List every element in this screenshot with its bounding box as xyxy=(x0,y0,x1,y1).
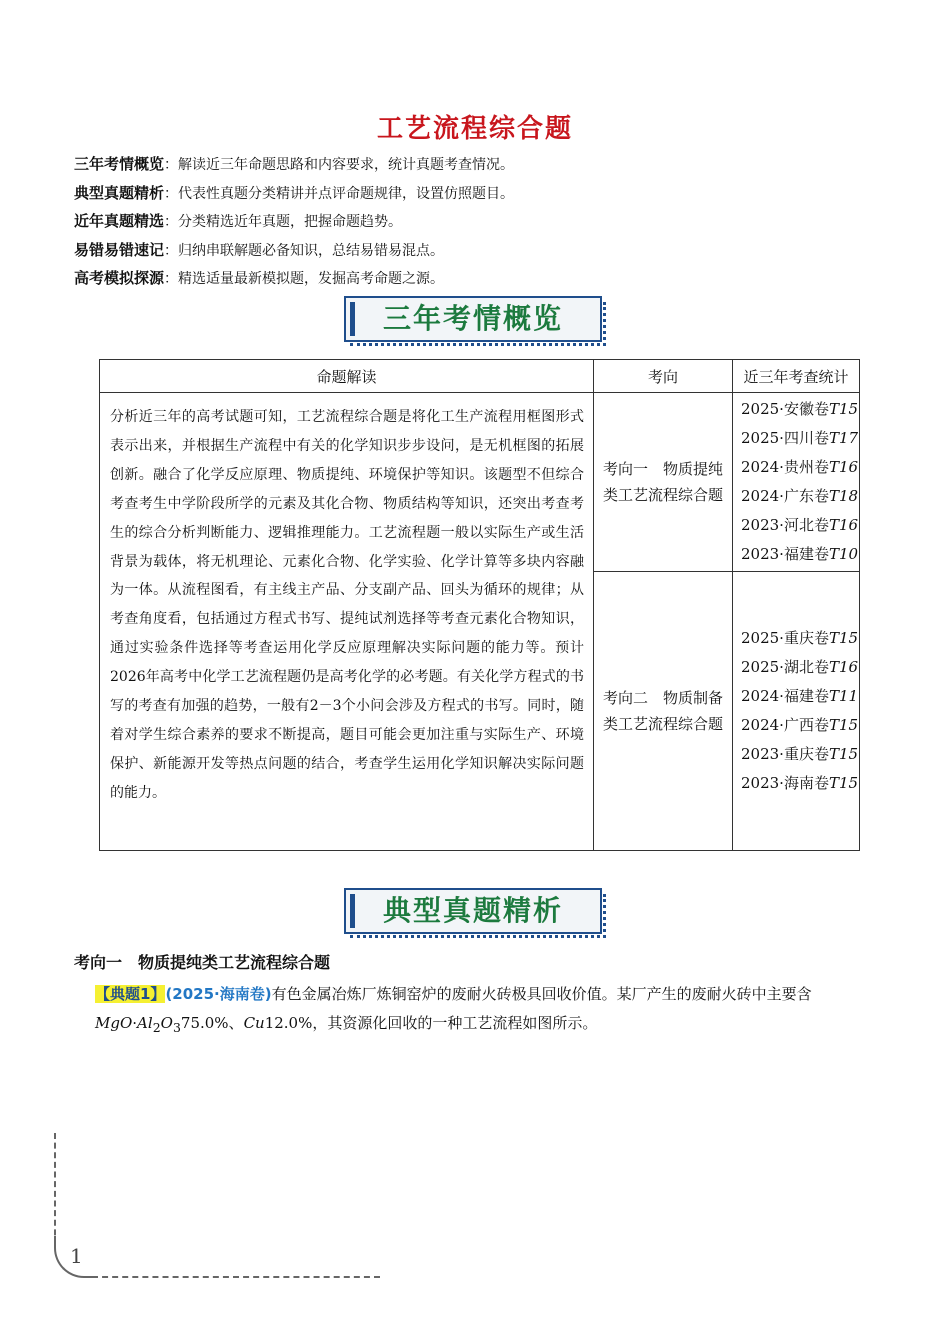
intro-key: 三年考情概览 xyxy=(74,155,165,173)
page-title: 工艺流程综合题 xyxy=(376,114,573,144)
exam-question: T10 xyxy=(828,545,859,563)
exam-item xyxy=(741,740,859,769)
exam-paper: 2023·河北卷 xyxy=(741,516,829,534)
exam-question: T15 xyxy=(828,400,859,418)
table-row xyxy=(100,393,860,572)
example-question xyxy=(95,980,885,1042)
table-header-row xyxy=(100,360,860,393)
intro-key: 近年真题精选 xyxy=(74,212,165,230)
intro-item xyxy=(74,179,894,208)
direction-two: 考向二 物质制备类工艺流程综合题 xyxy=(594,572,733,851)
intro-item xyxy=(74,264,894,293)
exam-question: T16 xyxy=(828,458,859,476)
exam-paper: 2024·广东卷 xyxy=(741,487,829,505)
exam-question: T15 xyxy=(828,716,859,734)
exam-question: T15 xyxy=(828,774,859,792)
page-corner-dashed-vertical xyxy=(54,1133,56,1245)
intro-value: ：归纳串联解题必备知识，总结易错易混点。 xyxy=(164,242,445,259)
exam-paper: 2023·福建卷 xyxy=(741,545,829,563)
overview-banner xyxy=(344,296,606,346)
banner-title: 典型真题精析 xyxy=(382,894,563,927)
intro-item xyxy=(74,150,894,179)
formula-o: O xyxy=(160,1014,173,1032)
exam-list xyxy=(733,393,860,572)
formula-dot: · xyxy=(132,1014,138,1032)
exam-item xyxy=(741,711,859,740)
percent-text: 75.0%、 xyxy=(180,1014,244,1032)
intro-key: 高考模拟探源 xyxy=(74,269,165,287)
formula-al: Al xyxy=(137,1014,153,1032)
header-stats: 近三年考查统计 xyxy=(733,360,860,393)
exam-item xyxy=(741,653,859,682)
header-analysis: 命题解读 xyxy=(100,360,594,393)
exam-stats-table xyxy=(99,359,860,851)
exam-question: T15 xyxy=(828,745,859,763)
exam-list xyxy=(733,572,860,851)
exam-item xyxy=(741,453,859,482)
exam-paper: 2025·重庆卷 xyxy=(741,629,829,647)
exam-question: T16 xyxy=(828,516,859,534)
header-direction: 考向 xyxy=(594,360,733,393)
exam-paper: 2024·福建卷 xyxy=(741,687,829,705)
formula-sub: 3 xyxy=(172,1020,181,1035)
intro-list xyxy=(74,150,894,293)
exam-paper: 2023·海南卷 xyxy=(741,774,829,792)
exam-item xyxy=(741,624,859,653)
formula-mgo: MgO xyxy=(95,1014,133,1032)
exam-item xyxy=(741,769,859,798)
exam-question: T11 xyxy=(828,687,859,705)
example-text-end: 12.0%，其资源化回收的一种工艺流程如图所示。 xyxy=(264,1014,598,1032)
exam-paper: 2025·湖北卷 xyxy=(741,658,829,676)
exam-item xyxy=(741,424,859,453)
banner-title: 三年考情概览 xyxy=(382,302,563,335)
exam-item xyxy=(741,682,859,711)
exam-paper: 2023·重庆卷 xyxy=(741,745,829,763)
intro-key: 易错易错速记 xyxy=(74,240,165,259)
exam-item xyxy=(741,511,859,540)
section-heading: 考向一 物质提纯类工艺流程综合题 xyxy=(74,953,331,972)
example-source: (2025·海南卷) xyxy=(165,985,272,1003)
direction-one: 考向一 物质提纯类工艺流程综合题 xyxy=(594,393,733,572)
intro-item xyxy=(74,207,894,236)
exam-paper: 2025·安徽卷 xyxy=(741,400,829,418)
intro-value: ：精选适量最新模拟题，发掘高考命题之源。 xyxy=(164,271,445,287)
exam-question: T16 xyxy=(828,658,859,676)
intro-value: ：代表性真题分类精讲并点评命题规律，设置仿照题目。 xyxy=(164,185,515,202)
exam-question: T18 xyxy=(828,487,859,505)
intro-key: 典型真题精析 xyxy=(74,183,165,202)
exam-question: T17 xyxy=(828,429,859,447)
page-number: 1 xyxy=(70,1244,83,1268)
example-text: 有色金属冶炼厂炼铜窑炉的废耐火砖极具回收价值。某厂产生的废耐火砖中主要含 xyxy=(271,985,812,1003)
exam-question: T15 xyxy=(828,629,859,647)
formula-cu: Cu xyxy=(243,1014,265,1032)
intro-item xyxy=(74,236,894,265)
analysis-text: 分析近三年的高考试题可知，工艺流程综合题是将化工生产流程用框图形式表示出来，并根据生产流程中有关的化学知识步步设问，是无机框图的拓展创新。融合了化学反应原理、物质提纯、环境保护等知识。该题型不但综合考查考生中学阶段所学的元素及其化合物、物质结构等知识，还突出考查考生的综合分析判断能力、逻辑推理能力。工艺流程题一般以实际生产或生活背景为载体，将无机理论、元素化合物、化学实验、化学计算等多块内容融为一体。从流程图看，有主线主产品、分支副产品、回头为循环的规律；从考查角度看，包括通过方程式书写、提纯试剂选择等考查元素化合物知识，通过实验条件选择等考查运用化学反应原理解决实际问题的能力等。预计2026年高考中化学工艺流程题仍是高考化学的必考题。有关化学方程式的书写的考查有加强的趋势，一般有2－3个小问会涉及方程式的书写。同时，随着对学生综合素养的要求不断提高，题目可能会更加注重与实际生产、环境保护、新能源开发等热点问题的结合，考查学生运用化学知识解决实际问题的能力。 xyxy=(100,393,594,851)
formula-sub: 2 xyxy=(152,1020,161,1035)
example-tag: 【典题1】 xyxy=(95,985,166,1003)
exam-paper: 2025·四川卷 xyxy=(741,429,829,447)
intro-value: ：解读近三年命题思路和内容要求，统计真题考查情况。 xyxy=(164,157,515,173)
page-corner-dashed-horizontal xyxy=(92,1276,380,1278)
intro-value: ：分类精选近年真题，把握命题趋势。 xyxy=(164,214,403,230)
analysis-banner xyxy=(344,888,606,938)
exam-item xyxy=(741,540,859,569)
exam-paper: 2024·贵州卷 xyxy=(741,458,829,476)
exam-item xyxy=(741,482,859,511)
exam-paper: 2024·广西卷 xyxy=(741,716,829,734)
exam-item xyxy=(741,395,859,424)
